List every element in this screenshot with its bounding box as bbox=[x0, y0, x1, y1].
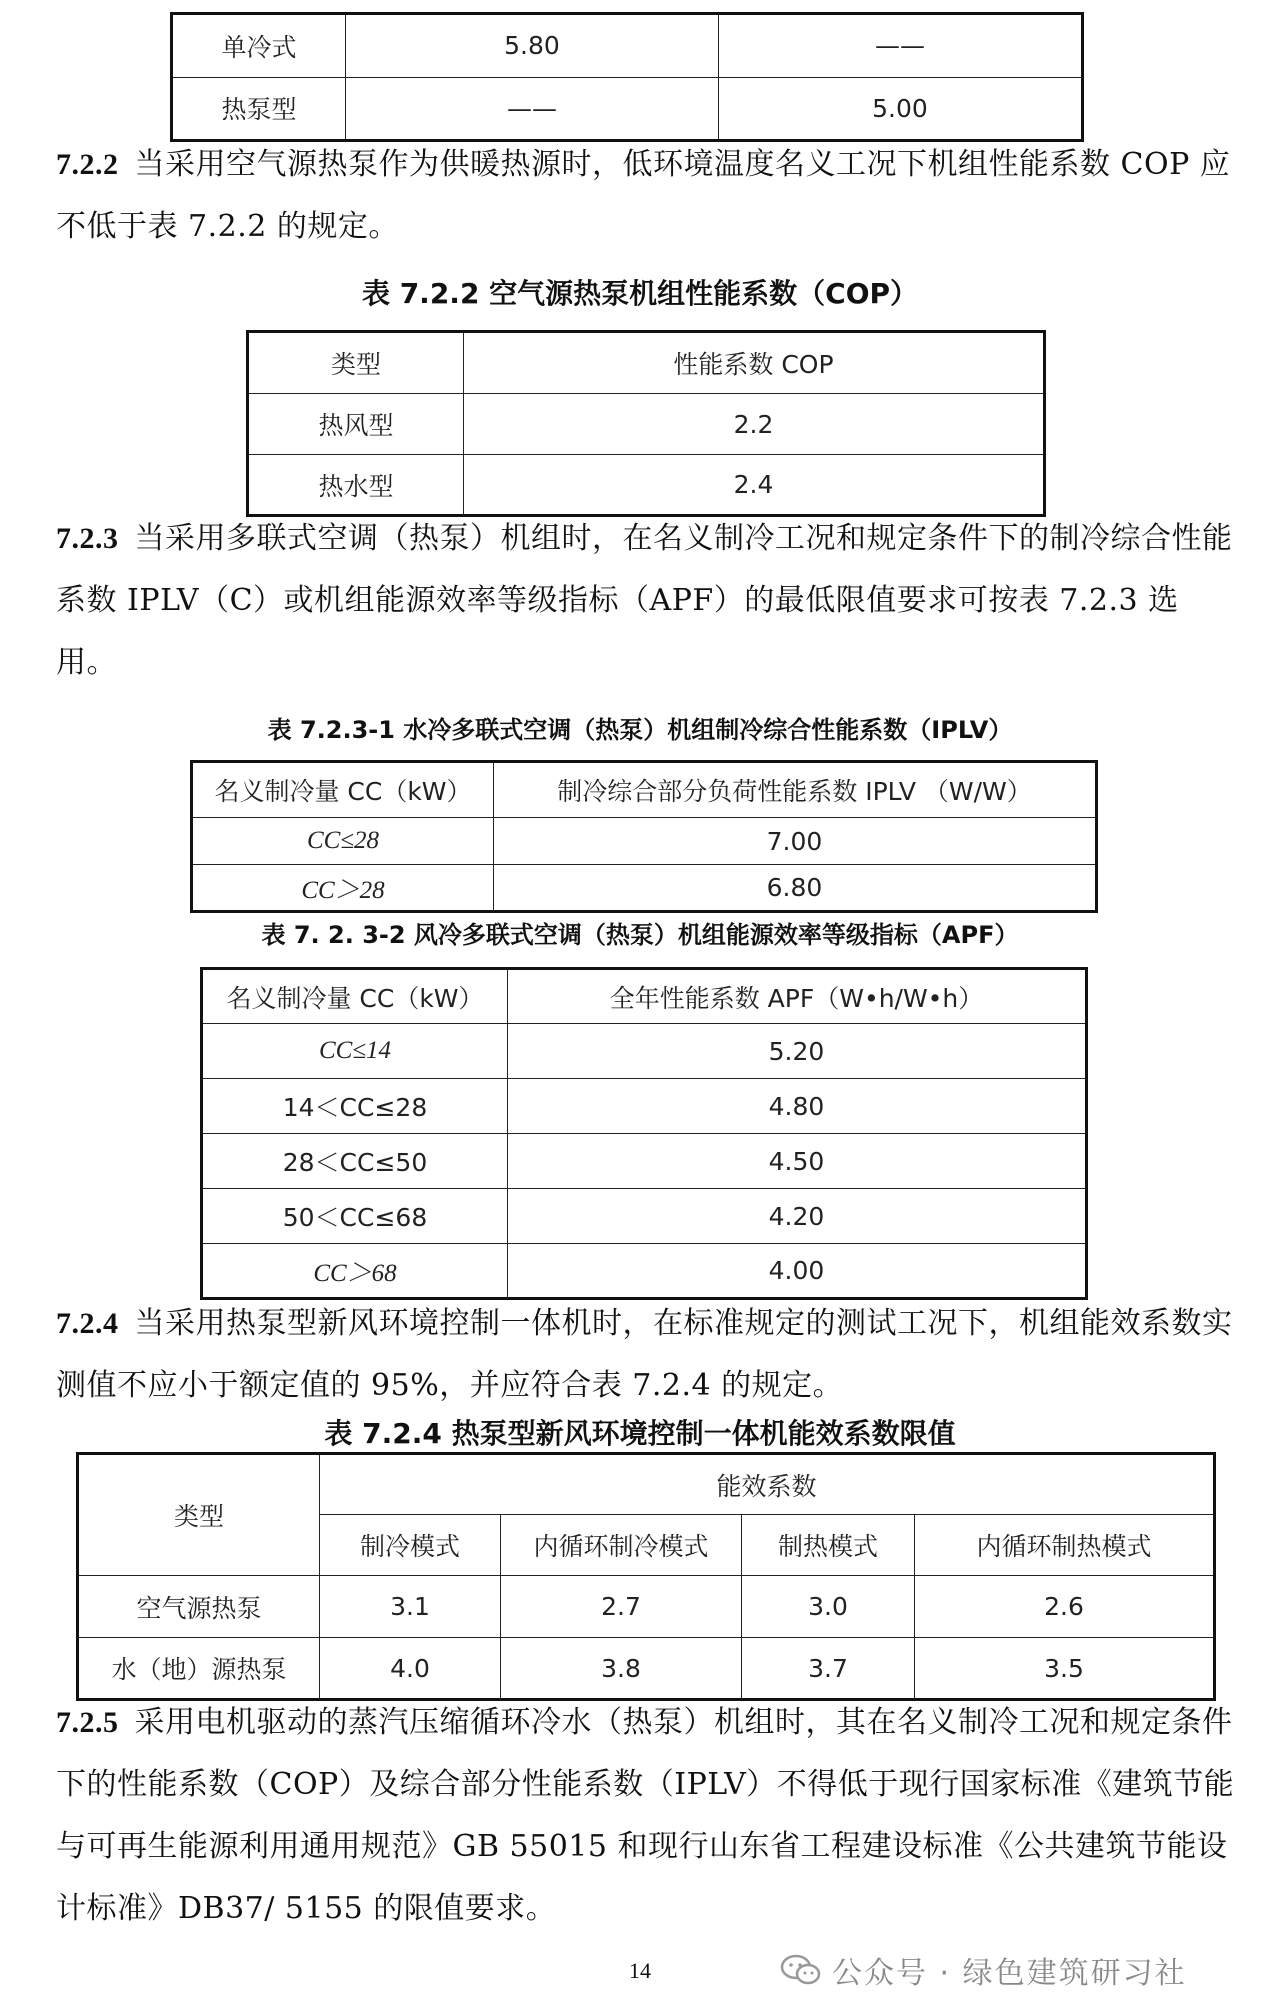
cell: 单冷式 bbox=[172, 14, 346, 78]
watermark-text: 公众号 · 绿色建筑研习社 bbox=[832, 1956, 1187, 1991]
cell: 28＜CC≤50 bbox=[202, 1134, 508, 1189]
cell: 3.5 bbox=[915, 1638, 1215, 1700]
clause-number: 7.2.2 bbox=[56, 148, 119, 181]
sub-header-cell: 内循环制热模式 bbox=[915, 1515, 1215, 1576]
cell: 4.00 bbox=[508, 1244, 1087, 1299]
clause-number: 7.2.3 bbox=[56, 522, 119, 555]
header-cell: 类型 bbox=[248, 332, 464, 394]
cell: 2.7 bbox=[501, 1576, 742, 1638]
watermark bbox=[780, 1948, 1187, 1992]
header-cell: 名义制冷量 CC（kW） bbox=[192, 762, 494, 818]
cell: 3.7 bbox=[742, 1638, 915, 1700]
cell: 5.00 bbox=[719, 77, 1083, 141]
cell: CC≤28 bbox=[192, 818, 494, 865]
paragraph-7-2-2 bbox=[56, 134, 1236, 258]
header-cell: 名义制冷量 CC（kW） bbox=[202, 969, 508, 1024]
cell: CC＞68 bbox=[202, 1244, 508, 1299]
cell: 5.80 bbox=[346, 14, 719, 78]
cell: 4.0 bbox=[320, 1638, 501, 1700]
cell: 3.8 bbox=[501, 1638, 742, 1700]
cell: 5.20 bbox=[508, 1024, 1087, 1079]
cell: 2.4 bbox=[464, 455, 1045, 516]
page-number: 14 bbox=[629, 1958, 651, 1983]
cell: 2.6 bbox=[915, 1576, 1215, 1638]
sub-header-cell: 内循环制冷模式 bbox=[501, 1515, 742, 1576]
cell: CC≤14 bbox=[202, 1024, 508, 1079]
cell: 空气源热泵 bbox=[78, 1576, 320, 1638]
table-7-2-4 bbox=[76, 1452, 1216, 1701]
table-caption-7-2-2: 表 7.2.2 空气源热泵机组性能系数（COP） bbox=[361, 277, 919, 310]
cell: 50＜CC≤68 bbox=[202, 1189, 508, 1244]
cell: 热泵型 bbox=[172, 77, 346, 141]
cell: —— bbox=[719, 14, 1083, 78]
sub-header-cell: 制冷模式 bbox=[320, 1515, 501, 1576]
cell: 4.80 bbox=[508, 1079, 1087, 1134]
cell: —— bbox=[346, 77, 719, 141]
type-header-cell: 类型 bbox=[78, 1454, 320, 1576]
cell: 14＜CC≤28 bbox=[202, 1079, 508, 1134]
table-caption-7-2-3-1: 表 7.2.3-1 水冷多联式空调（热泵）机组制冷综合性能系数（IPLV） bbox=[267, 716, 1013, 744]
paragraph-text: 当采用多联式空调（热泵）机组时，在名义制冷工况和规定条件下的制冷综合性能系数 IPLV（C）或机组能源效率等级指标（APF）的最低限值要求可按表 7.2.3 选用。 bbox=[56, 521, 1233, 680]
paragraph-7-2-5 bbox=[56, 1692, 1236, 1940]
paragraph-text: 当采用空气源热泵作为供暖热源时，低环境温度名义工况下机组性能系数 COP 应不低于表 7.2.2 的规定。 bbox=[56, 147, 1231, 244]
cell: 6.80 bbox=[494, 865, 1097, 912]
clause-number: 7.2.4 bbox=[56, 1307, 119, 1340]
cell: 水（地）源热泵 bbox=[78, 1638, 320, 1700]
table-caption-7-2-3-2: 表 7. 2. 3-2 风冷多联式空调（热泵）机组能源效率等级指标（APF） bbox=[261, 921, 1019, 949]
cell: 3.1 bbox=[320, 1576, 501, 1638]
header-cell: 性能系数 COP bbox=[464, 332, 1045, 394]
table-caption-7-2-4: 表 7.2.4 热泵型新风环境控制一体机能效系数限值 bbox=[324, 1417, 956, 1450]
table-7-2-3-1 bbox=[190, 760, 1098, 913]
top-table bbox=[170, 12, 1084, 142]
cell: 热水型 bbox=[248, 455, 464, 516]
table-7-2-3-2 bbox=[200, 967, 1088, 1300]
paragraph-text: 采用电机驱动的蒸汽压缩循环冷水（热泵）机组时，其在名义制冷工况和规定条件下的性能系数（COP）及综合部分性能系数（IPLV）不得低于现行国家标准《建筑节能与可再生能源利用通用规范》GB 55015 和现行山东省工程建设标准《公共建筑节能设计标准》DB37/ 5155 的限值要求。 bbox=[56, 1705, 1235, 1926]
cell: 4.50 bbox=[508, 1134, 1087, 1189]
sub-header-cell: 制热模式 bbox=[742, 1515, 915, 1576]
paragraph-text: 当采用热泵型新风环境控制一体机时，在标准规定的测试工况下，机组能效系数实测值不应小于额定值的 95%，并应符合表 7.2.4 的规定。 bbox=[56, 1306, 1233, 1403]
cell: 热风型 bbox=[248, 394, 464, 455]
table-7-2-2 bbox=[246, 330, 1046, 517]
group-header-cell: 能效系数 bbox=[320, 1454, 1215, 1515]
header-cell: 制冷综合部分负荷性能系数 IPLV （W/W） bbox=[494, 762, 1097, 818]
wechat-icon bbox=[780, 1954, 822, 1986]
paragraph-7-2-4 bbox=[56, 1293, 1236, 1417]
paragraph-7-2-3 bbox=[56, 508, 1236, 694]
header-cell: 全年性能系数 APF（W•h/W•h） bbox=[508, 969, 1087, 1024]
clause-number: 7.2.5 bbox=[56, 1706, 119, 1739]
cell: 3.0 bbox=[742, 1576, 915, 1638]
cell: 2.2 bbox=[464, 394, 1045, 455]
cell: 7.00 bbox=[494, 818, 1097, 865]
cell: 4.20 bbox=[508, 1189, 1087, 1244]
cell: CC＞28 bbox=[192, 865, 494, 912]
